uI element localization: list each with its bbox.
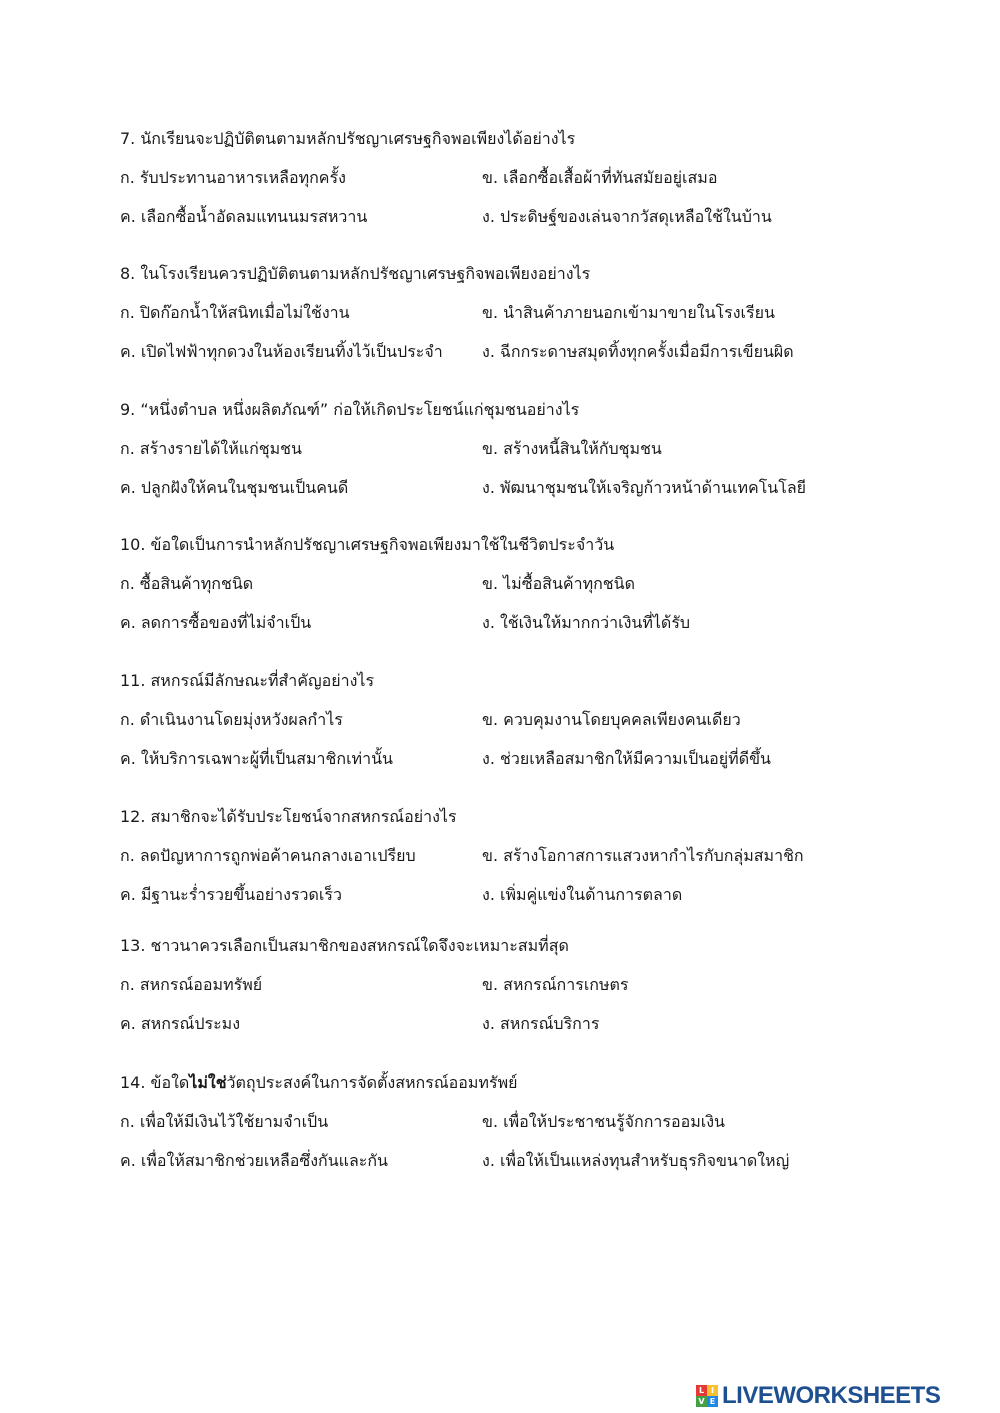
option-a[interactable]: ก. รับประทานอาหารเหลือทุกครั้ง (120, 168, 346, 187)
option-a[interactable]: ก. สหกรณ์ออมทรัพย์ (120, 975, 263, 994)
option-a[interactable]: ก. เพื่อให้มีเงินไว้ใช้ยามจำเป็น (120, 1112, 329, 1131)
option-c[interactable]: ค. เลือกซื้อน้ำอัดลมแทนนมรสหวาน (120, 207, 368, 226)
option-a[interactable]: ก. ซื้อสินค้าทุกชนิด (120, 574, 254, 593)
question-8 (0, 263, 1000, 383)
logo-letter-v: V (696, 1396, 707, 1407)
option-b[interactable]: ข. สร้างหนี้สินให้กับชุมชน (482, 439, 662, 458)
logo-letter-l: L (696, 1385, 707, 1396)
option-a[interactable]: ก. ปิดก๊อกน้ำให้สนิทเมื่อไม่ใช้งาน (120, 303, 350, 322)
option-c[interactable]: ค. ให้บริการเฉพาะผู้ที่เป็นสมาชิกเท่านั้น (120, 749, 393, 768)
liveworksheets-wordmark: LIVEWORKSHEETS (722, 1382, 941, 1409)
option-b[interactable]: ข. ไม่ซื้อสินค้าทุกชนิด (482, 574, 635, 593)
option-c[interactable]: ค. มีฐานะร่ำรวยขึ้นอย่างรวดเร็ว (120, 885, 342, 904)
option-a[interactable]: ก. ลดปัญหาการถูกพ่อค้าคนกลางเอาเปรียบ (120, 846, 416, 865)
stem-negation-bold: ไม่ใช่ (189, 1073, 227, 1092)
option-d[interactable]: ง. เพื่อให้เป็นแหล่งทุนสำหรับธุรกิจขนาดใหญ่ (482, 1151, 790, 1170)
option-a[interactable]: ก. ดำเนินงานโดยมุ่งหวังผลกำไร (120, 710, 343, 729)
option-c[interactable]: ค. เปิดไฟฟ้าทุกดวงในห้องเรียนทิ้งไว้เป็นประจำ (120, 342, 443, 361)
logo-letter-i: I (707, 1385, 718, 1396)
option-d[interactable]: ง. ใช้เงินให้มากกว่าเงินที่ได้รับ (482, 613, 691, 632)
option-c[interactable]: ค. สหกรณ์ประมง (120, 1014, 241, 1033)
option-b[interactable]: ข. นำสินค้าภายนอกเข้ามาขายในโรงเรียน (482, 303, 775, 322)
option-d[interactable]: ง. เพิ่มคู่แข่งในด้านการตลาด (482, 885, 683, 904)
liveworksheets-branding (696, 1381, 996, 1411)
stem-prefix: 14. ข้อใด (120, 1073, 190, 1092)
option-b[interactable]: ข. ควบคุมงานโดยบุคคลเพียงคนเดียว (482, 710, 741, 729)
question-7 (0, 128, 1000, 248)
question-stem: 9. “หนึ่งตำบล หนึ่งผลิตภัณฑ์” ก่อให้เกิดประโยชน์แก่ชุมชนอย่างไร (120, 400, 580, 419)
question-stem (120, 1072, 517, 1094)
liveworksheets-logo-icon (696, 1385, 718, 1407)
option-b[interactable]: ข. เลือกซื้อเสื้อผ้าที่ทันสมัยอยู่เสมอ (482, 168, 718, 187)
option-d[interactable]: ง. สหกรณ์บริการ (482, 1014, 600, 1033)
question-stem: 11. สหกรณ์มีลักษณะที่สำคัญอย่างไร (120, 671, 375, 690)
option-d[interactable]: ง. พัฒนาชุมชนให้เจริญก้าวหน้าด้านเทคโนโลยี (482, 478, 806, 497)
option-d[interactable]: ง. ประดิษฐ์ของเล่นจากวัสดุเหลือใช้ในบ้าน (482, 207, 772, 226)
logo-letter-e: E (707, 1396, 718, 1407)
question-stem: 13. ชาวนาควรเลือกเป็นสมาชิกของสหกรณ์ใดจึงจะเหมาะสมที่สุด (120, 936, 569, 955)
option-b[interactable]: ข. เพื่อให้ประชาชนรู้จักการออมเงิน (482, 1112, 725, 1131)
stem-suffix: วัตถุประสงค์ในการจัดตั้งสหกรณ์ออมทรัพย์ (226, 1073, 518, 1092)
option-b[interactable]: ข. สหกรณ์การเกษตร (482, 975, 629, 994)
question-stem: 10. ข้อใดเป็นการนำหลักปรัชญาเศรษฐกิจพอเพียงมาใช้ในชีวิตประจำวัน (120, 535, 615, 554)
option-c[interactable]: ค. เพื่อให้สมาชิกช่วยเหลือซึ่งกันและกัน (120, 1151, 388, 1170)
option-d[interactable]: ง. ช่วยเหลือสมาชิกให้มีความเป็นอยู่ที่ดีขึ้น (482, 749, 771, 768)
option-a[interactable]: ก. สร้างรายได้ให้แก่ชุมชน (120, 439, 302, 458)
option-b[interactable]: ข. สร้างโอกาสการแสวงหากำไรกับกลุ่มสมาชิก (482, 846, 804, 865)
question-14 (0, 1072, 1000, 1192)
question-stem: 8. ในโรงเรียนควรปฏิบัติตนตามหลักปรัชญาเศรษฐกิจพอเพียงอย่างไร (120, 264, 591, 283)
question-13 (0, 935, 1000, 1055)
question-9 (0, 399, 1000, 519)
option-c[interactable]: ค. ลดการซื้อของที่ไม่จำเป็น (120, 613, 312, 632)
question-11 (0, 670, 1000, 790)
question-stem: 7. นักเรียนจะปฏิบัติตนตามหลักปรัชญาเศรษฐกิจพอเพียงได้อย่างไร (120, 129, 576, 148)
question-12 (0, 806, 1000, 926)
question-10 (0, 534, 1000, 654)
option-c[interactable]: ค. ปลูกฝังให้คนในชุมชนเป็นคนดี (120, 478, 349, 497)
option-d[interactable]: ง. ฉีกกระดาษสมุดทิ้งทุกครั้งเมื่อมีการเขียนผิด (482, 342, 794, 361)
question-stem: 12. สมาชิกจะได้รับประโยชน์จากสหกรณ์อย่างไร (120, 807, 457, 826)
